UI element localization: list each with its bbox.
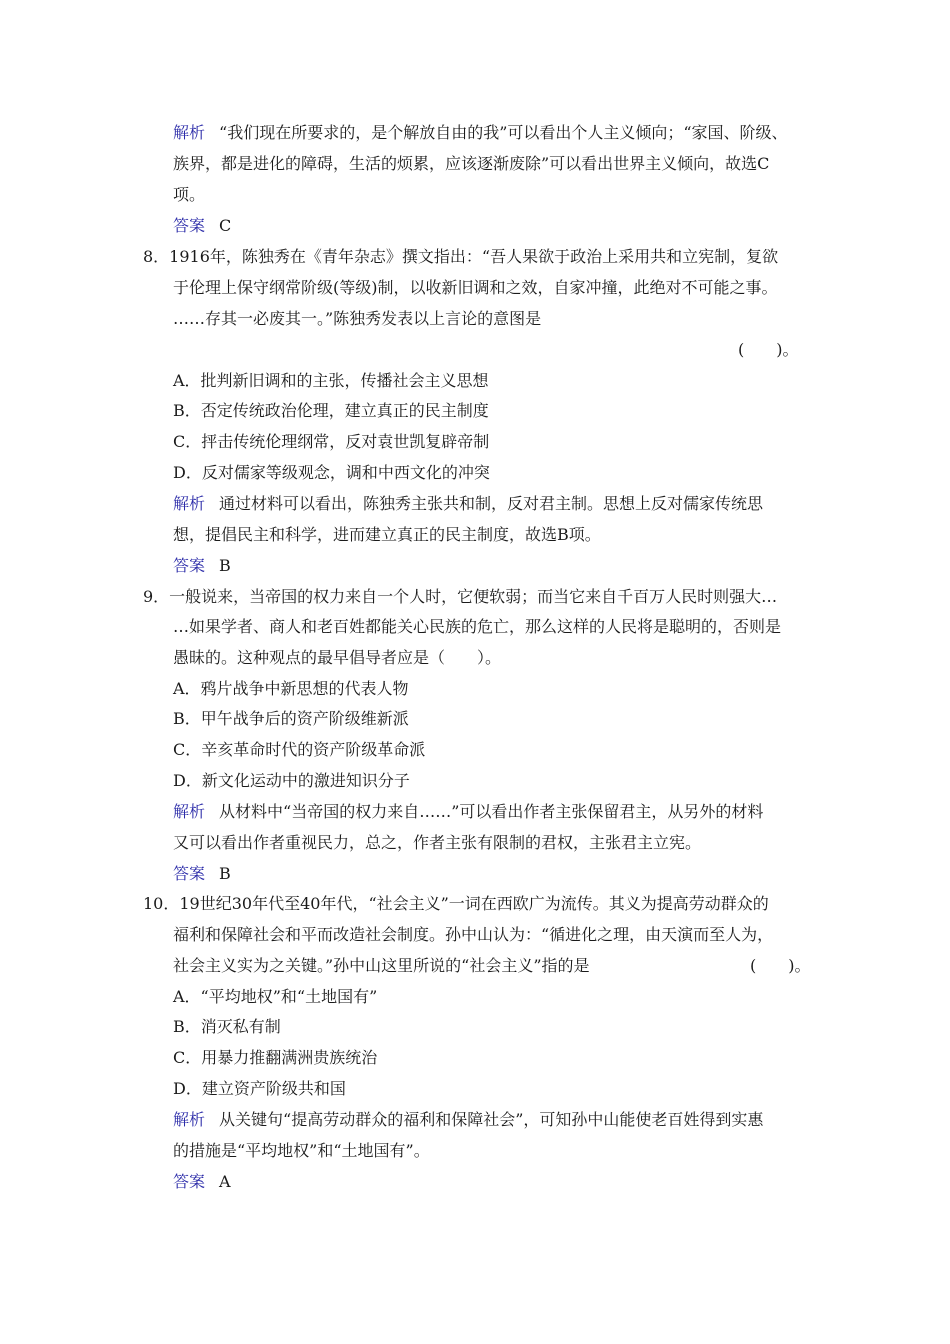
q10-option-b: B．消灭私有制 bbox=[173, 1017, 281, 1036]
answer-label: 答案 bbox=[173, 1172, 206, 1191]
q8-option-d: D．反对儒家等级观念，调和中西文化的冲突 bbox=[173, 463, 490, 482]
q7-analysis-line-1: 解析 “我们现在所要求的，是个解放自由的我”可以看出个人主义倾向；“家国、阶级、 bbox=[173, 123, 788, 142]
analysis-label: 解析 bbox=[173, 123, 206, 142]
q10-answer-blank: ( )。 bbox=[750, 956, 811, 975]
analysis-label: 解析 bbox=[173, 1110, 206, 1129]
q8-analysis-line-1: 解析 通过材料可以看出，陈独秀主张共和制，反对君主制。思想上反对儒家传统思 bbox=[173, 494, 764, 513]
q9-stem-line-3: 愚昧的。这种观点的最早倡导者应是（ ）。 bbox=[173, 648, 502, 667]
q8-answer-blank: ( )。 bbox=[738, 340, 799, 359]
q10-option-a: A．“平均地权”和“土地国有” bbox=[173, 987, 378, 1006]
q8-analysis-line-2: 想，提倡民主和科学，进而建立真正的民主制度，故选B项。 bbox=[173, 525, 601, 544]
analysis-label: 解析 bbox=[173, 494, 206, 513]
q9-analysis-line-2: 又可以看出作者重视民力，总之，作者主张有限制的君权，主张君主立宪。 bbox=[173, 833, 702, 852]
answer-label: 答案 bbox=[173, 864, 206, 883]
q7-answer: 答案 C bbox=[173, 216, 232, 235]
q9-stem-line-2: …如果学者、商人和老百姓都能关心民族的危亡，那么这样的人民将是聪明的，否则是 bbox=[173, 617, 782, 636]
q9-option-d: D．新文化运动中的激进知识分子 bbox=[173, 771, 410, 790]
q7-analysis-line-3: 项。 bbox=[173, 185, 206, 204]
q10-analysis-line-1: 解析 从关键句“提高劳动群众的福利和保障社会”，可知孙中山能使老百姓得到实惠 bbox=[173, 1110, 764, 1129]
q8-option-b: B．否定传统政治伦理，建立真正的民主制度 bbox=[173, 401, 489, 420]
q10-option-d: D．建立资产阶级共和国 bbox=[173, 1079, 346, 1098]
q10-stem-line-3: 社会主义实为之关键。”孙中山这里所说的“社会主义”指的是 bbox=[173, 956, 590, 975]
q10-option-c: C．用暴力推翻满洲贵族统治 bbox=[173, 1048, 378, 1067]
q7-analysis-line-2: 族界，都是进化的障碍，生活的烦累，应该逐渐废除”可以看出世界主义倾向，故选C bbox=[173, 154, 770, 173]
q8-option-a: A．批判新旧调和的主张，传播社会主义思想 bbox=[173, 371, 489, 390]
q8-answer: 答案 B bbox=[173, 556, 231, 575]
q8-stem-line-2: 于伦理上保守纲常阶级(等级)制，以收新旧调和之效，自家冲撞，此绝对不可能之事。 bbox=[173, 278, 778, 297]
answer-label: 答案 bbox=[173, 556, 206, 575]
analysis-label: 解析 bbox=[173, 802, 206, 821]
answer-label: 答案 bbox=[173, 216, 206, 235]
q9-option-b: B．甲午战争后的资产阶级维新派 bbox=[173, 709, 409, 728]
q10-answer: 答案 A bbox=[173, 1172, 231, 1191]
q9-option-c: C．辛亥革命时代的资产阶级革命派 bbox=[173, 740, 426, 759]
q8-stem-line-3: ……存其一必废其一。”陈独秀发表以上言论的意图是 bbox=[173, 309, 542, 328]
q10-analysis-line-2: 的措施是“平均地权”和“土地国有”。 bbox=[173, 1141, 430, 1160]
q10-stem-line-2: 福利和保障社会和平而改造社会制度。孙中山认为：“循进化之理，由天演而至人为， bbox=[173, 925, 774, 944]
q9-analysis-line-1: 解析 从材料中“当帝国的权力来自……”可以看出作者主张保留君主，从另外的材料 bbox=[173, 802, 764, 821]
q8-option-c: C．抨击传统伦理纲常，反对袁世凯复辟帝制 bbox=[173, 432, 490, 451]
q9-answer: 答案 B bbox=[173, 864, 231, 883]
q9-stem-line-1: 9．一般说来，当帝国的权力来自一个人时，它便软弱；而当它来自千百万人民时则强大… bbox=[143, 587, 778, 606]
q8-stem-line-1: 8．1916年，陈独秀在《青年杂志》撰文指出：“吾人果欲于政治上采用共和立宪制，复欲 bbox=[143, 247, 779, 266]
q10-stem-line-1: 10．19世纪30年代至40年代，“社会主义”一词在西欧广为流传。其义为提高劳动群众的 bbox=[143, 894, 769, 913]
q9-option-a: A．鸦片战争中新思想的代表人物 bbox=[173, 679, 409, 698]
